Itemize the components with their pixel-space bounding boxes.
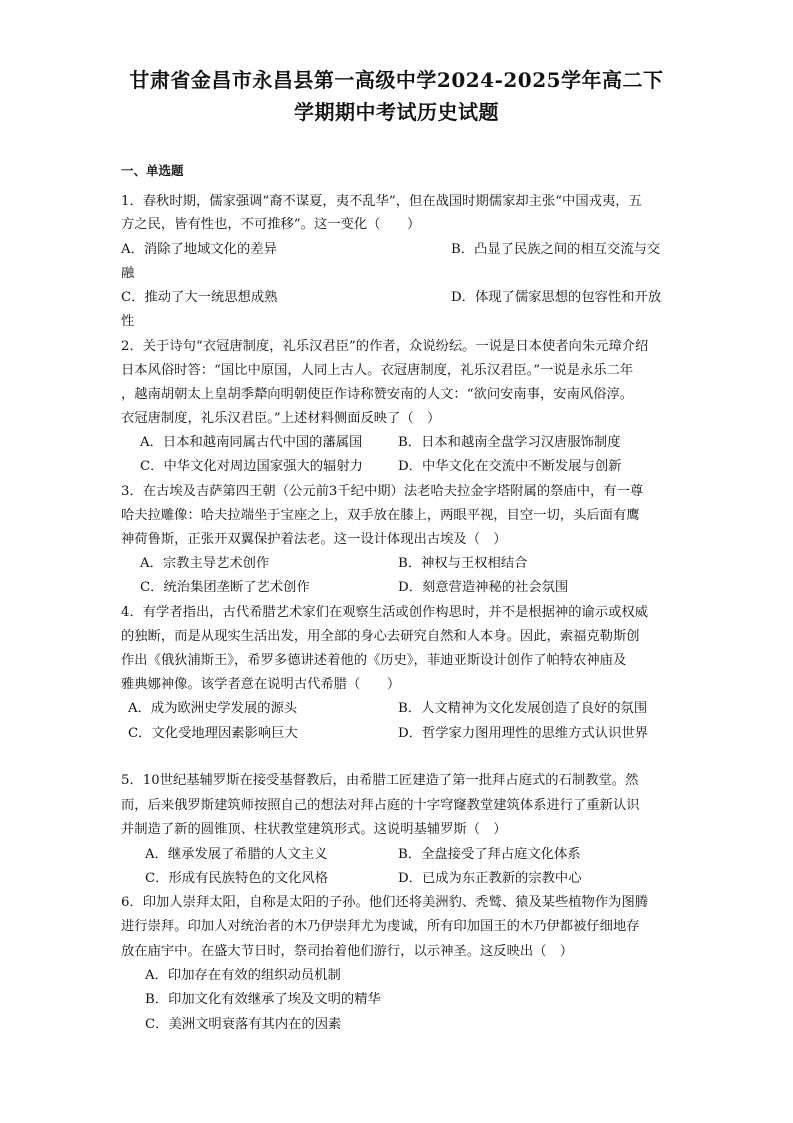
exam-title-line-1: 甘肃省金昌市永昌县第一高级中学2024-2025学年高二下: [129, 68, 664, 92]
question-2-option-c: C．中华文化对周边国家强大的辐射力: [140, 459, 363, 474]
question-5-text-line: 而，后来俄罗斯建筑师按照自己的想法对拜占庭的十字穹窿教堂建筑体系进行了重新认识: [121, 798, 640, 813]
question-6-text-line: 进行崇拜。印加人对统治者的木乃伊崇拜尤为虔诚，所有印加国王的木乃伊都被仔细地存: [121, 919, 640, 934]
question-4-text-line: 作出《俄狄浦斯王》，希罗多德讲述着他的《历史》，菲迪亚斯设计创作了帕特农神庙及: [121, 653, 627, 668]
question-5-option-d: D．已成为东正教新的宗教中心: [398, 871, 582, 886]
question-4-option-a: A．成为欧洲史学发展的源头: [128, 701, 298, 716]
question-2-option-b: B．日本和越南全盘学习汉唐服饰制度: [398, 435, 621, 450]
question-4-text-line: 雅典娜神像。该学者意在说明古代希腊（ ）: [121, 677, 401, 692]
question-5-text-line: 5．10世纪基辅罗斯在接受基督教后，由希腊工匠建造了第一批拜占庭式的石制教堂。然: [121, 773, 639, 788]
question-1-option-d-continued: 性: [121, 314, 135, 329]
question-3-text-line: 神荷鲁斯，正张开双翼保护着法老。这一设计体现出古埃及（ ）: [121, 532, 507, 547]
question-1-option-b: B．凸显了民族之间的相互交流与交: [451, 242, 661, 257]
question-4-option-c: C．文化受地理因素影响巨大: [128, 726, 298, 741]
question-4-text-line: 的独断，而是从现实生活出发，用全部的身心去研究自然和人本身。因此，索福克勒斯创: [121, 629, 640, 644]
question-6-option-b: B．印加文化有效继承了埃及文明的精华: [145, 992, 381, 1007]
question-3-text-line: 哈夫拉雕像：哈夫拉端坐于宝座之上，双手放在膝上，两眼平视，目空一切，头后面有鹰: [121, 508, 640, 523]
question-4-option-d: D．哲学家力图用理性的思维方式认识世界: [398, 726, 649, 741]
question-1-option-c: C．推动了大一统思想成熟: [121, 290, 278, 305]
question-2-text-line: 日本风俗时答：“国比中原国，人同上古人。衣冠唐制度，礼乐汉君臣。”一说是永乐二年: [121, 363, 634, 378]
question-1-option-a: A．消除了地域文化的差异: [121, 242, 277, 257]
question-6-text-line: 6．印加人崇拜太阳，自称是太阳的子孙。他们还将美洲豹、秃鹫、猿及某些植物作为图腾: [121, 895, 649, 910]
question-2-option-d: D．中华文化在交流中不断发展与创新: [398, 459, 622, 474]
question-3-option-b: B．神权与王权相结合: [398, 556, 528, 571]
question-3-option-c: C．统治集团垄断了艺术创作: [140, 580, 310, 595]
question-5-text-line: 并制造了新的圆锥顶、柱状教堂建筑形式。这说明基辅罗斯（ ）: [121, 822, 507, 837]
question-5-option-c: C．形成有民族特色的文化风格: [145, 871, 329, 886]
question-1-option-d: D．体现了儒家思想的包容性和开放: [451, 290, 662, 305]
question-6-option-c: C．美洲文明衰落有其内在的因素: [145, 1017, 342, 1032]
question-2-text-line: 2．关于诗句“衣冠唐制度，礼乐汉君臣”的作者，众说纷纭。一说是日本使者向朱元璋介绍: [121, 339, 649, 354]
question-4-text-line: 4．有学者指出，古代希腊艺术家们在观察生活或创作构思时，并不是根据神的谕示或权威: [121, 605, 649, 620]
question-2-text-line: 衣冠唐制度，礼乐汉君臣。”上述材料侧面反映了（ ）: [121, 411, 441, 426]
question-2-option-a: A．日本和越南同属古代中国的藩属国: [140, 435, 363, 450]
question-3-option-d: D．刻意营造神秘的社会氛围: [398, 580, 569, 595]
question-1-option-b-continued: 融: [121, 266, 135, 281]
question-3-option-a: A．宗教主导艺术创作: [140, 556, 270, 571]
question-6-option-a: A．印加存在有效的组织动员机制: [145, 968, 341, 983]
question-2-text-line: ，越南胡朝太上皇胡季犛向明朝使臣作诗称赞安南的人文：“欲问安南事，安南风俗淳。: [121, 387, 634, 402]
section-heading: 一、单选题: [121, 163, 184, 178]
question-1-text-line: 1．春秋时期，儒家强调“裔不谋夏，夷不乱华”，但在战国时期儒家却主张“中国戎夷，五: [121, 194, 642, 209]
question-6-text-line: 放在庙宇中。在盛大节日时，祭司抬着他们游行，以示神圣。这反映出（ ）: [121, 944, 574, 959]
exam-title-line-2: 学期期中考试历史试题: [294, 100, 499, 124]
question-3-text-line: 3．在古埃及吉萨第四王朝（公元前3千纪中期）法老哈夫拉金字塔附属的祭庙中，有一尊: [121, 484, 644, 499]
question-4-option-b: B．人文精神为文化发展创造了良好的氛围: [398, 701, 648, 716]
question-1-text-line: 方之民，皆有性也，不可推移”。这一变化（ ）: [121, 217, 421, 232]
question-5-option-b: B．全盘接受了拜占庭文化体系: [398, 847, 581, 862]
question-5-option-a: A．继承发展了希腊的人文主义: [145, 847, 328, 862]
